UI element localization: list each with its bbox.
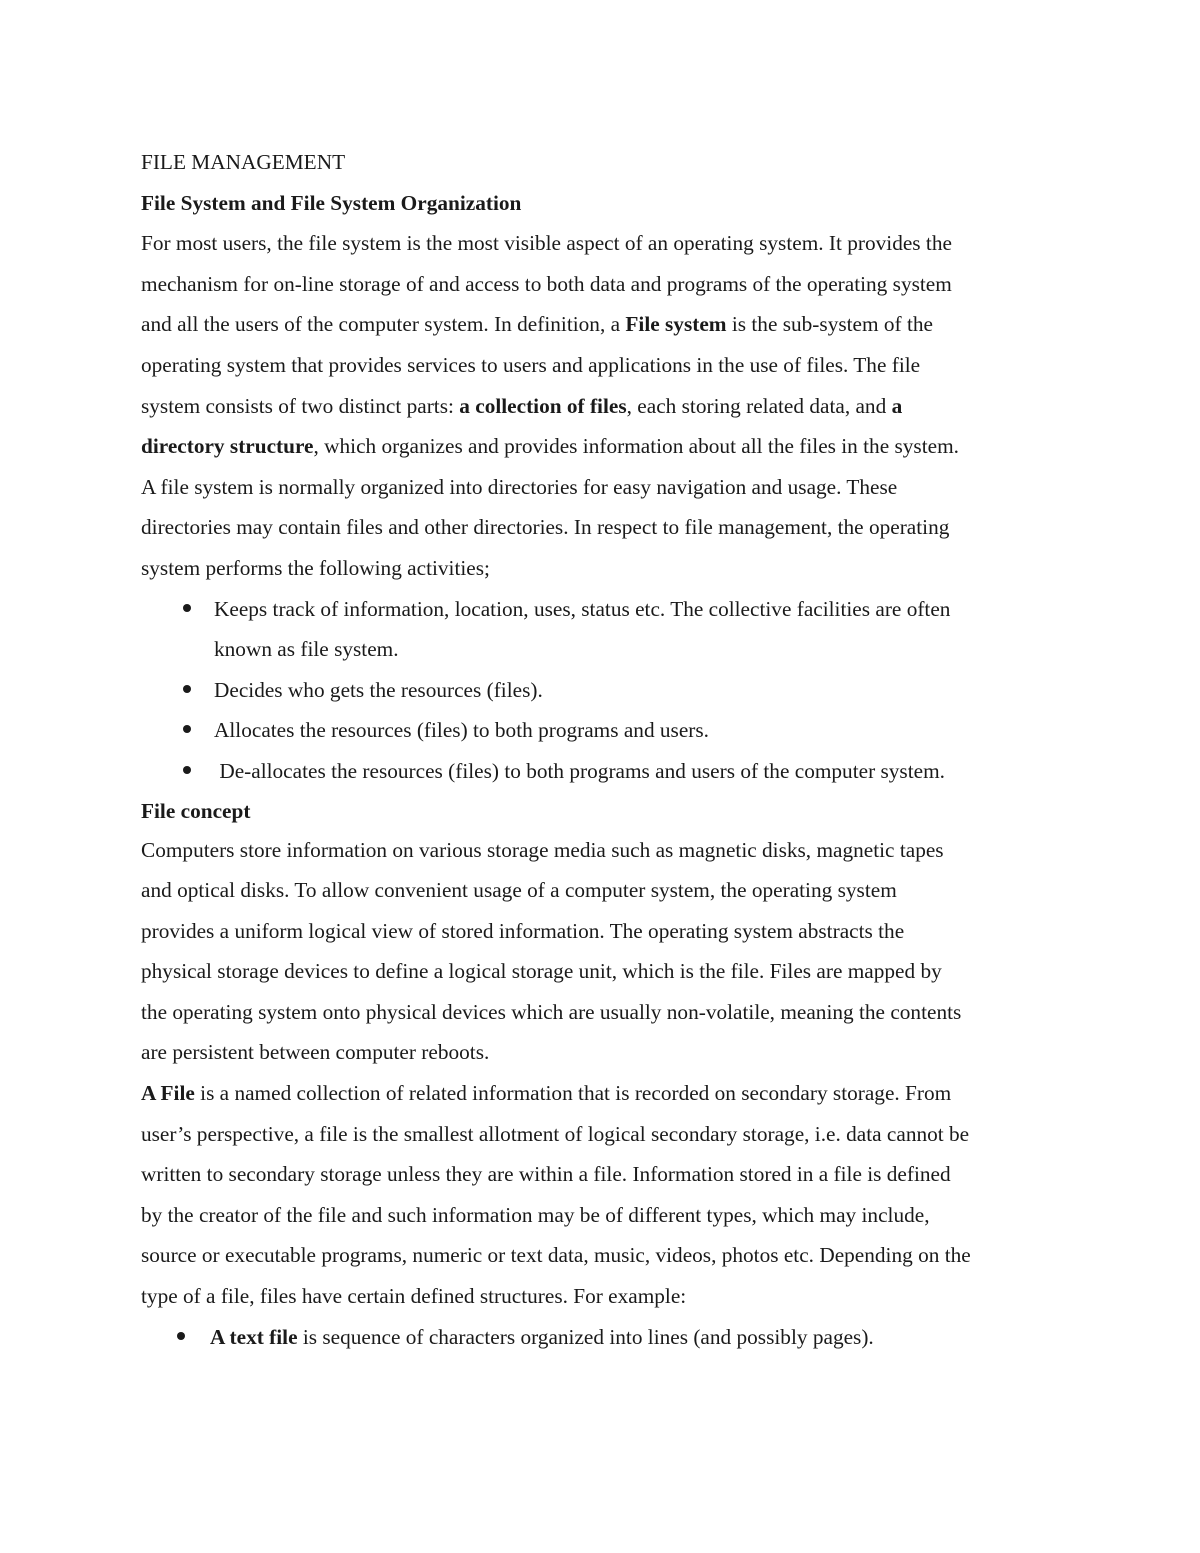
paragraph-line: type of a file, files have certain defined structures. For example:: [141, 1284, 687, 1309]
paragraph-line: and optical disks. To allow convenient usage of a computer system, the operating system: [141, 878, 897, 903]
list-item-text: known as file system.: [214, 637, 399, 662]
paragraph-line: [141, 507, 1066, 548]
list-item-text: is sequence of characters organized into lines (and possibly pages).: [297, 1324, 874, 1349]
paragraph-line: [141, 223, 1066, 264]
paragraph-line: [141, 386, 1066, 427]
bullet-icon: [177, 1332, 185, 1340]
paragraph-line: [141, 467, 1066, 508]
bold-term: a collection of files: [459, 393, 627, 418]
paragraph-line: [141, 345, 1066, 386]
bullet-icon: [183, 685, 191, 693]
text-run: directories may contain files and other directories. In respect to file management, the operating: [141, 515, 950, 540]
list-item-text: Decides who gets the resources (files).: [214, 677, 543, 702]
paragraph-line: are persistent between computer reboots.: [141, 1040, 490, 1065]
bold-term: a: [891, 393, 903, 418]
text-run: system performs the following activities;: [141, 555, 490, 580]
paragraph-line: by the creator of the file and such information may be of different types, which may include,: [141, 1202, 930, 1227]
text-run: and all the users of the computer system. In definition, a: [141, 312, 626, 337]
list-item: [141, 1317, 1066, 1358]
bold-term: A File: [141, 1081, 195, 1106]
paragraph-line: written to secondary storage unless they are within a file. Information stored in a file is defined: [141, 1162, 951, 1187]
paragraph-line: user’s perspective, a file is the smallest allotment of logical secondary storage, i.e. data cannot be: [141, 1121, 970, 1146]
list-item: [141, 751, 1066, 792]
paragraph-line: [141, 304, 1066, 345]
text-run: For most users, the file system is the most visible aspect of an operating system. It provides the: [141, 231, 952, 256]
text-run: operating system that provides services to users and applications in the use of files. The file: [141, 352, 921, 377]
bold-term: directory structure: [141, 434, 314, 459]
list-item: [141, 710, 1066, 751]
section-heading-file-system: File System and File System Organization: [141, 190, 522, 215]
list-item-text: Allocates the resources (files) to both programs and users.: [214, 718, 710, 743]
document-body: [141, 142, 1066, 1357]
bullet-icon: [183, 766, 191, 774]
bold-term: File system: [625, 312, 727, 337]
paragraph-line: physical storage devices to define a logical storage unit, which is the file. Files are mapped by: [141, 959, 942, 984]
paragraph-line: the operating system onto physical devices which are usually non-volatile, meaning the contents: [141, 999, 962, 1024]
text-run: A file system is normally organized into directories for easy navigation and usage. These: [141, 474, 898, 499]
paragraph-line: source or executable programs, numeric or text data, music, videos, photos etc. Depending on the: [141, 1243, 971, 1268]
list-item: [141, 589, 1066, 630]
section-heading-file-concept: File concept: [141, 798, 251, 823]
list-item: [141, 670, 1066, 711]
text-run: , each storing related data, and: [626, 393, 892, 418]
bullet-icon: [183, 604, 191, 612]
text-run: system consists of two distinct parts:: [141, 393, 460, 418]
paragraph-line: Computers store information on various storage media such as magnetic disks, magnetic tapes: [141, 837, 944, 862]
paragraph-line: [141, 264, 1066, 305]
text-run: mechanism for on-line storage of and access to both data and programs of the operating system: [141, 271, 952, 296]
text-run: is a named collection of related information that is recorded on secondary storage. From: [194, 1081, 952, 1106]
list-item-text: Keeps track of information, location, uses, status etc. The collective facilities are often: [214, 596, 951, 621]
bullet-icon: [183, 725, 191, 733]
paragraph-line: [141, 426, 1066, 467]
list-item-text: De-allocates the resources (files) to both programs and users of the computer system.: [214, 758, 945, 783]
text-run: is the sub-system of the: [726, 312, 933, 337]
paragraph-line: [141, 548, 1066, 589]
paragraph-line: [141, 1073, 1066, 1114]
list-item-continuation: [141, 629, 1066, 670]
paragraph-line: provides a uniform logical view of stored information. The operating system abstracts the: [141, 918, 905, 943]
bold-term: A text file: [210, 1324, 298, 1349]
text-run: , which organizes and provides information about all the files in the system.: [313, 434, 959, 459]
document-title: FILE MANAGEMENT: [141, 150, 346, 174]
